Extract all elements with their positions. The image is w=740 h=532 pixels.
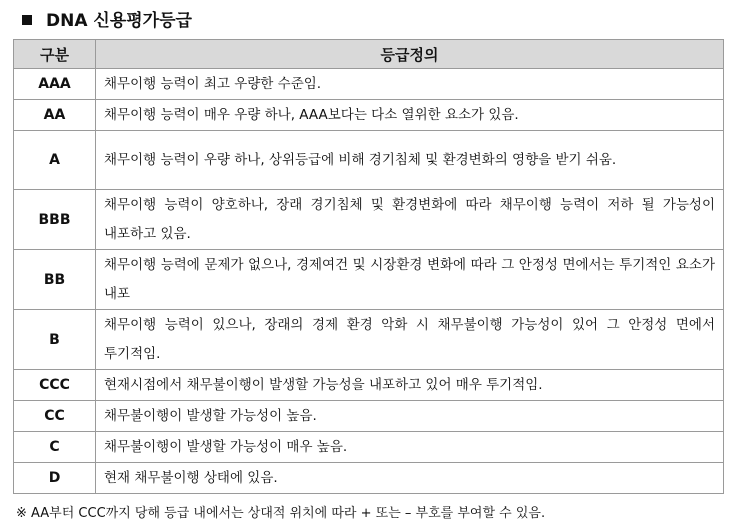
table-row — [14, 190, 724, 250]
rating-definition-table — [13, 39, 724, 494]
footnote: ※ AA부터 CCC까지 당해 등급 내에서는 상대적 위치에 따라 + 또는 – 부호를 부여할 수 있음. — [16, 506, 546, 521]
grade-cell: A — [14, 131, 96, 190]
grade-cell: BB — [14, 250, 96, 310]
page-title — [22, 6, 192, 36]
table-row — [14, 250, 724, 310]
header-grade: 구분 — [14, 40, 96, 69]
table-row — [14, 463, 724, 494]
square-bullet-icon — [22, 15, 32, 25]
definition-cell: 채무불이행이 발생할 가능성이 매우 높음. — [96, 432, 724, 463]
definition-cell: 채무이행 능력이 매우 우량 하나, AAA보다는 다소 열위한 요소가 있음. — [96, 100, 724, 131]
definition-cell: 채무불이행이 발생할 가능성이 높음. — [96, 401, 724, 432]
definition-cell: 채무이행 능력이 양호하나, 장래 경기침체 및 환경변화에 따라 채무이행 능력이 저하 될 가능성이 내포하고 있음. — [96, 190, 724, 250]
table-header-row — [14, 40, 724, 69]
table-row — [14, 100, 724, 131]
table-row — [14, 131, 724, 190]
grade-cell: CC — [14, 401, 96, 432]
header-definition: 등급정의 — [96, 40, 724, 69]
definition-cell: 채무이행 능력이 최고 우량한 수준임. — [96, 69, 724, 100]
grade-cell: AAA — [14, 69, 96, 100]
definition-cell: 채무이행 능력이 우량 하나, 상위등급에 비해 경기침체 및 환경변화의 영향을 받기 쉬움. — [96, 131, 724, 190]
page-title-text: DNA 신용평가등급 — [46, 11, 192, 31]
grade-cell: B — [14, 310, 96, 370]
definition-cell: 채무이행 능력이 있으나, 장래의 경제 환경 악화 시 채무불이행 가능성이 있어 그 안정성 면에서 투기적임. — [96, 310, 724, 370]
grade-cell: CCC — [14, 370, 96, 401]
grade-cell: BBB — [14, 190, 96, 250]
definition-cell: 현재시점에서 채무불이행이 발생할 가능성을 내포하고 있어 매우 투기적임. — [96, 370, 724, 401]
table-row — [14, 69, 724, 100]
grade-cell: AA — [14, 100, 96, 131]
definition-cell: 채무이행 능력에 문제가 없으나, 경제여건 및 시장환경 변화에 따라 그 안정성 면에서는 투기적인 요소가 내포 — [96, 250, 724, 310]
grade-cell: D — [14, 463, 96, 494]
table-row — [14, 370, 724, 401]
table-row — [14, 432, 724, 463]
table-row — [14, 401, 724, 432]
table-row — [14, 310, 724, 370]
grade-cell: C — [14, 432, 96, 463]
definition-cell: 현재 채무불이행 상태에 있음. — [96, 463, 724, 494]
